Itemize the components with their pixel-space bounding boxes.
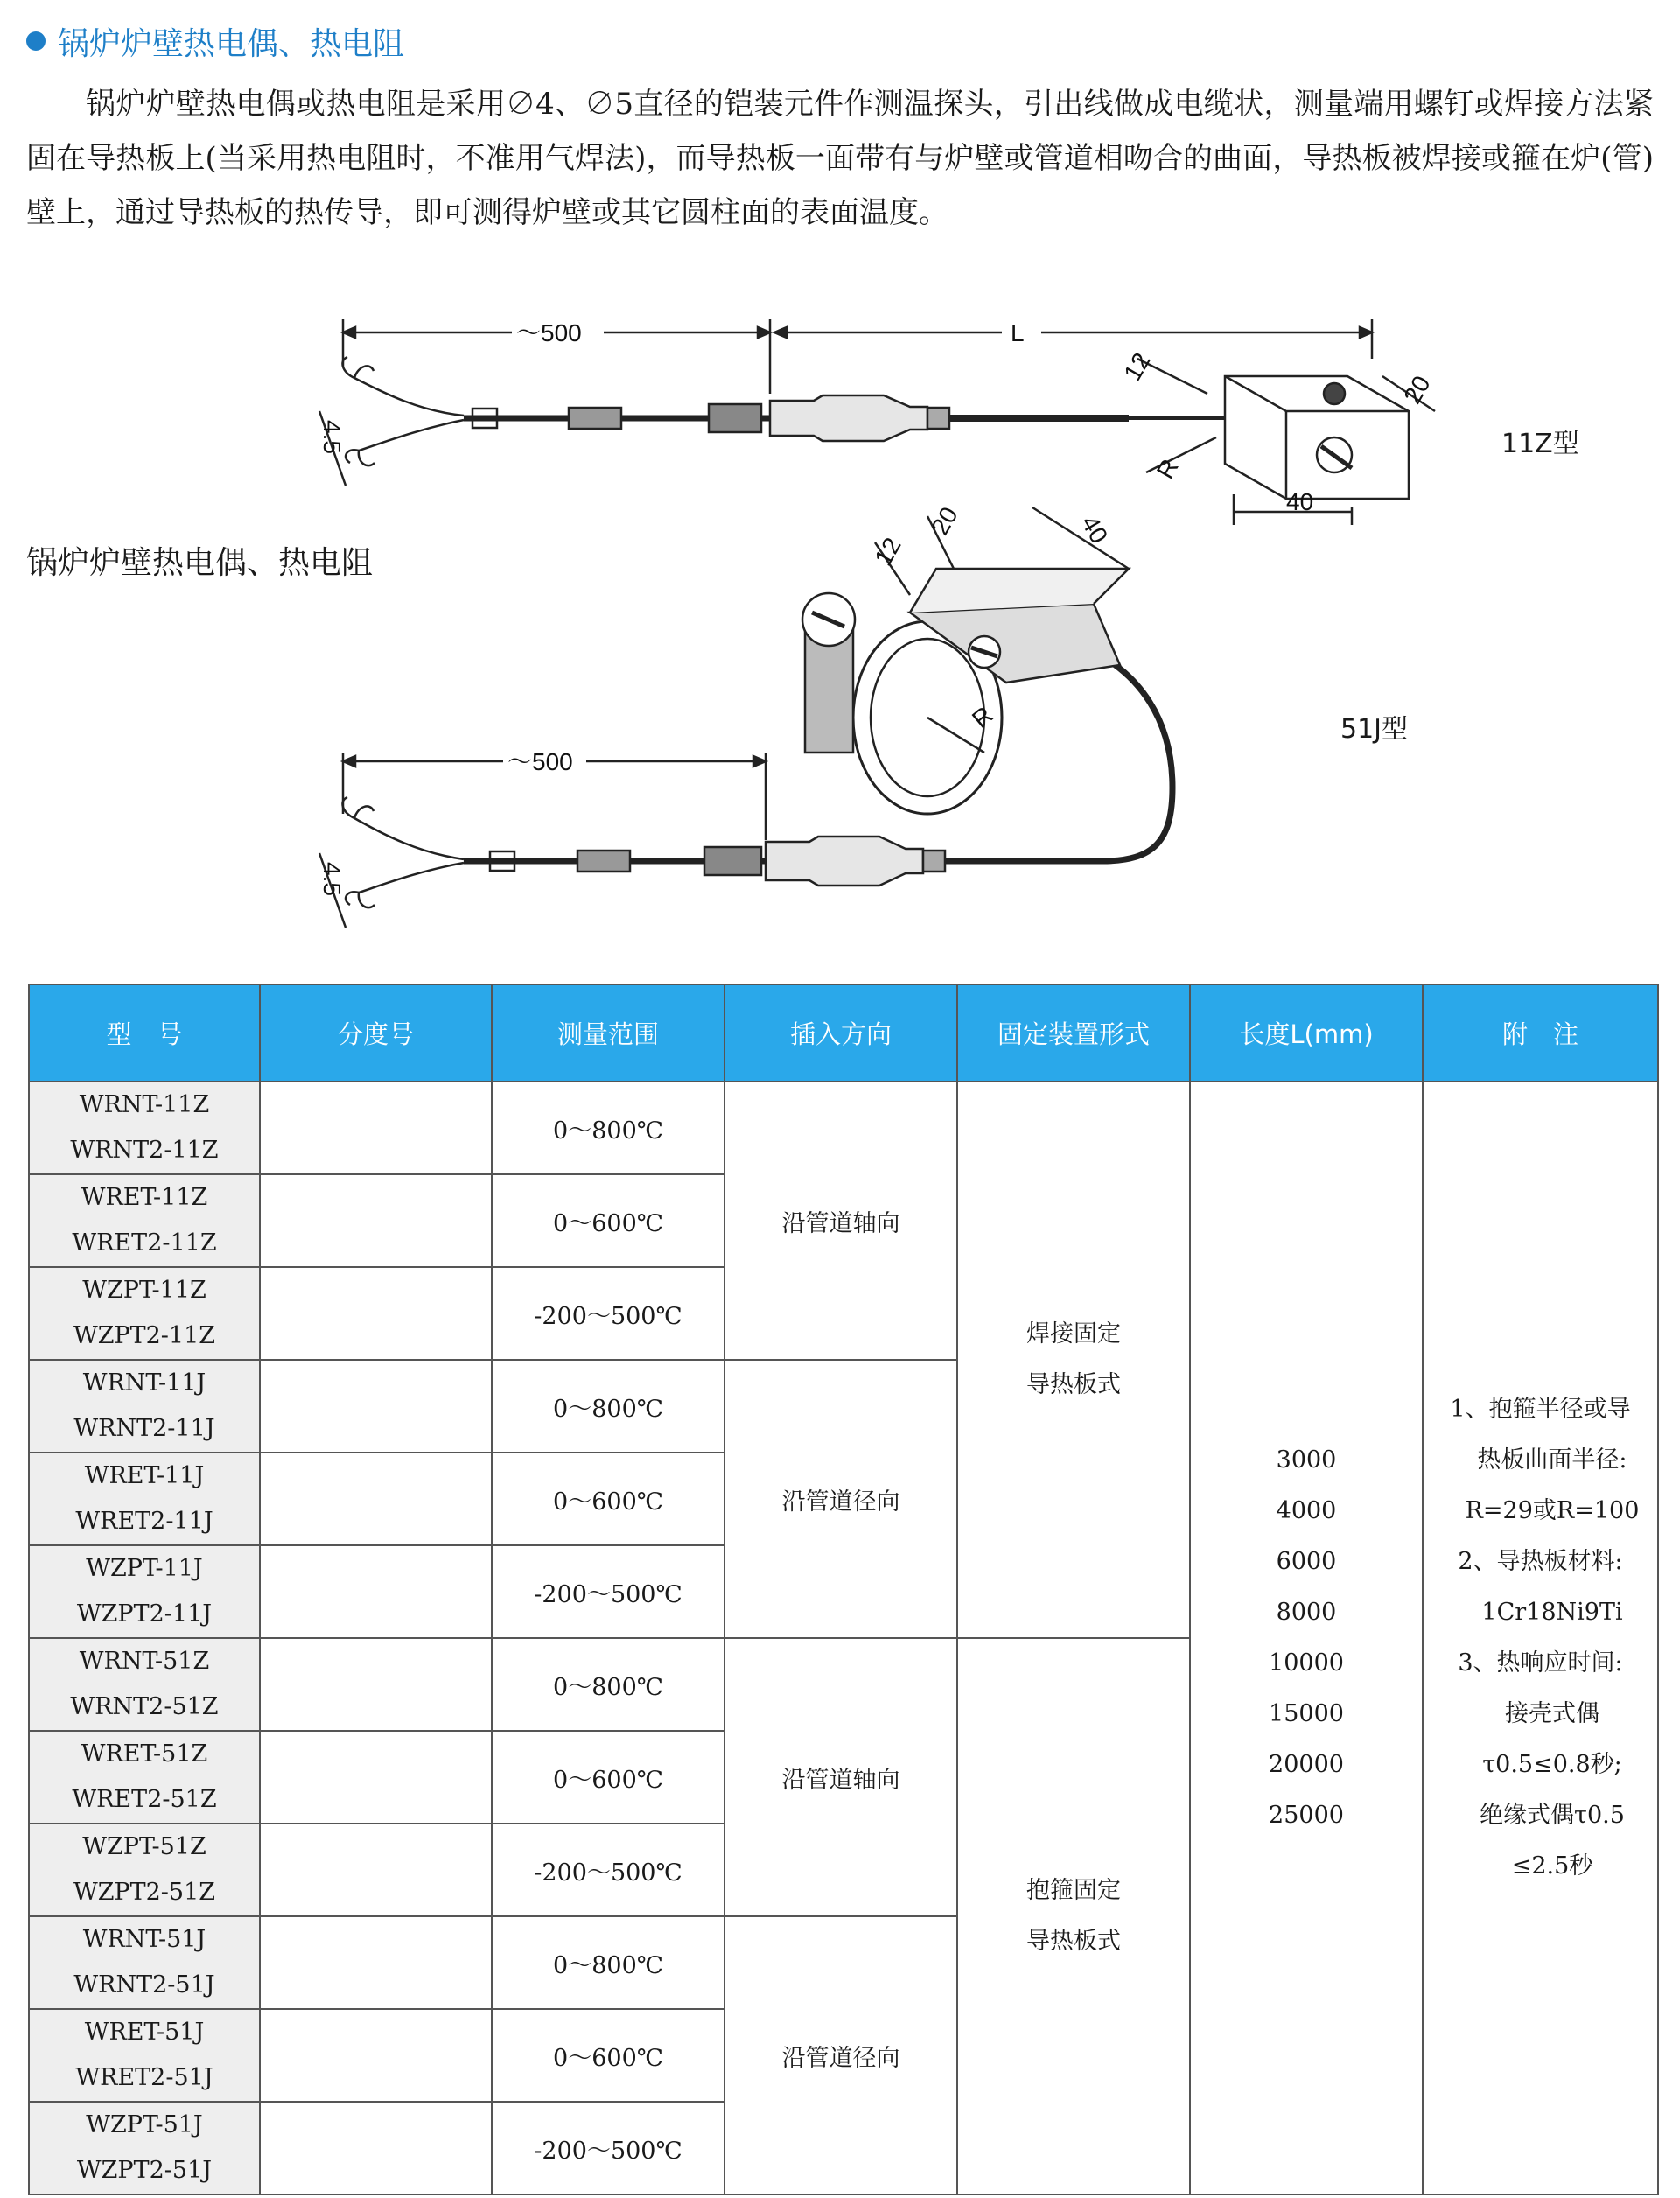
dim-line-40-51j (1032, 508, 1129, 569)
graduation-cell (260, 1267, 492, 1360)
section-heading (26, 19, 404, 63)
fork-terminal-icon (346, 892, 374, 907)
spring-guard (704, 847, 761, 875)
spring-guard (569, 408, 621, 429)
model-cell: WZPT-51J WZPT2-51J (29, 2102, 260, 2194)
dim-label-500-b: ～500 (508, 748, 573, 775)
intro-paragraph: 锅炉炉壁热电偶或热电阻是采用∅4、∅5直径的铠装元件作测温探头，引出线做成电缆状，测量端用螺钉或焊接方法紧固在导热板上(当采用热电阻时，不准用气焊法)，而导热板一面带有与炉壁或管道相吻合的曲面，导热板被焊接或箍在炉(管)壁上，通过导热板的热传导，即可测得炉壁或其它圆柱面的表面温度。 (26, 87, 1654, 230)
range-cell: 0～800℃ (492, 1082, 724, 1174)
technical-drawing (0, 289, 1680, 971)
dim-label-40-b: 40 (1075, 510, 1114, 549)
dim-label-4-5: 4.5 (318, 420, 346, 454)
range-cell: -200～500℃ (492, 1267, 724, 1360)
screw-hole-icon (1324, 383, 1345, 404)
dim-label-20-b: 20 (926, 502, 963, 540)
graduation-cell (260, 2102, 492, 2194)
fork-terminal-icon (342, 797, 374, 818)
header-notes: 附 注 (1423, 984, 1658, 1082)
fixing-cell-weld: 焊接固定 导热板式 (957, 1082, 1190, 1638)
direction-cell: 沿管道轴向 (724, 1082, 957, 1360)
model-cell: WRNT-11J WRNT2-11J (29, 1360, 260, 1452)
range-cell: 0～600℃ (492, 1731, 724, 1824)
section-title: 锅炉炉壁热电偶、热电阻 (58, 25, 405, 62)
model-cell: WZPT-11Z WZPT2-11Z (29, 1267, 260, 1360)
transition-handle (770, 396, 928, 441)
graduation-cell (260, 2009, 492, 2102)
notes-cell: 1、抱箍半径或导 热板曲面半径: R=29或R=100 2、导热板材料: 1Cr18Ni9Ti 3、热响应时间: 接壳式偶 τ0.5≤0.8秒; 绝缘式偶τ0.5 ≤2.5秒 (1423, 1082, 1658, 2194)
model-cell: WRET-11J WRET2-11J (29, 1452, 260, 1545)
header-direction: 插入方向 (724, 984, 957, 1082)
dim-label-500: ～500 (516, 319, 582, 346)
table-header-row (29, 984, 1658, 1082)
graduation-cell (260, 1082, 492, 1174)
transition-handle (766, 836, 923, 886)
graduation-cell (260, 1360, 492, 1452)
header-graduation: 分度号 (260, 984, 492, 1082)
table-row (29, 1082, 1658, 1174)
ferrule (923, 850, 945, 872)
arrow-icon (758, 327, 770, 338)
direction-cell: 沿管道轴向 (724, 1638, 957, 1916)
dim-label-R-b: R (967, 701, 998, 733)
lead-wire-lower (359, 420, 464, 451)
clamp-top (910, 569, 1129, 612)
figure-caption: 锅炉炉壁热电偶、热电阻 (26, 545, 374, 581)
graduation-cell (260, 1638, 492, 1731)
dim-label-4-5-b: 4.5 (318, 862, 346, 896)
range-cell: 0～800℃ (492, 1360, 724, 1452)
spring-guard (709, 404, 761, 432)
arrow-icon (753, 756, 766, 766)
fork-terminal-icon (342, 357, 374, 378)
length-cell: 3000 4000 6000 8000 10000 15000 20000 25000 (1190, 1082, 1423, 2194)
bullet-dot-icon (26, 32, 46, 51)
model-cell: WZPT-11J WZPT2-11J (29, 1545, 260, 1638)
model-cell: WRNT-51J WRNT2-51J (29, 1916, 260, 2009)
model-cell: WRNT-11Z WRNT2-11Z (29, 1082, 260, 1174)
dim-label-L: L (1011, 319, 1025, 346)
arrow-icon (343, 756, 355, 766)
fixing-cell-hoop: 抱箍固定 导热板式 (957, 1638, 1190, 2194)
spec-table (28, 984, 1659, 2195)
direction-cell: 沿管道径向 (724, 1916, 957, 2194)
range-cell: 0～800℃ (492, 1916, 724, 2009)
header-model: 型 号 (29, 984, 260, 1082)
dim-label-20: 20 (1398, 371, 1436, 409)
heat-plate-block (1225, 376, 1409, 499)
header-length: 长度L(mm) (1190, 984, 1423, 1082)
lead-wire-upper (354, 818, 464, 859)
arrow-icon (343, 327, 355, 338)
model-cell: WRET-11Z WRET2-11Z (29, 1174, 260, 1267)
header-range: 测量范围 (492, 984, 724, 1082)
model-cell: WRET-51Z WRET2-51Z (29, 1731, 260, 1824)
graduation-cell (260, 1452, 492, 1545)
range-cell: -200～500℃ (492, 1545, 724, 1638)
range-cell: 0～600℃ (492, 2009, 724, 2102)
header-fixing: 固定装置形式 (957, 984, 1190, 1082)
lead-wire-lower (359, 863, 464, 892)
range-cell: 0～600℃ (492, 1174, 724, 1267)
dim-label-40: 40 (1286, 488, 1314, 515)
range-cell: -200～500℃ (492, 1824, 724, 1916)
lead-wire-upper (354, 378, 464, 416)
fork-terminal-icon (346, 450, 374, 466)
model-cell: WRET-51J WRET2-51J (29, 2009, 260, 2102)
range-cell: 0～800℃ (492, 1638, 724, 1731)
range-cell: -200～500℃ (492, 2102, 724, 2194)
model-label-51j: 51J型 (1340, 714, 1409, 745)
graduation-cell (260, 1824, 492, 1916)
spring-guard (578, 850, 630, 872)
graduation-cell (260, 1916, 492, 2009)
arrow-icon (774, 327, 787, 338)
model-cell: WZPT-51Z WZPT2-51Z (29, 1824, 260, 1916)
arrow-icon (1360, 327, 1372, 338)
range-cell: 0～600℃ (492, 1452, 724, 1545)
direction-cell: 沿管道径向 (724, 1360, 957, 1638)
dim-label-12: 12 (1118, 347, 1156, 386)
dim-label-12-b: 12 (869, 533, 906, 570)
ferrule (928, 408, 949, 429)
model-cell: WRNT-51Z WRNT2-51Z (29, 1638, 260, 1731)
graduation-cell (260, 1545, 492, 1638)
graduation-cell (260, 1731, 492, 1824)
model-label-11z: 11Z型 (1502, 429, 1579, 459)
dim-label-R: R (1151, 454, 1184, 484)
graduation-cell (260, 1174, 492, 1267)
